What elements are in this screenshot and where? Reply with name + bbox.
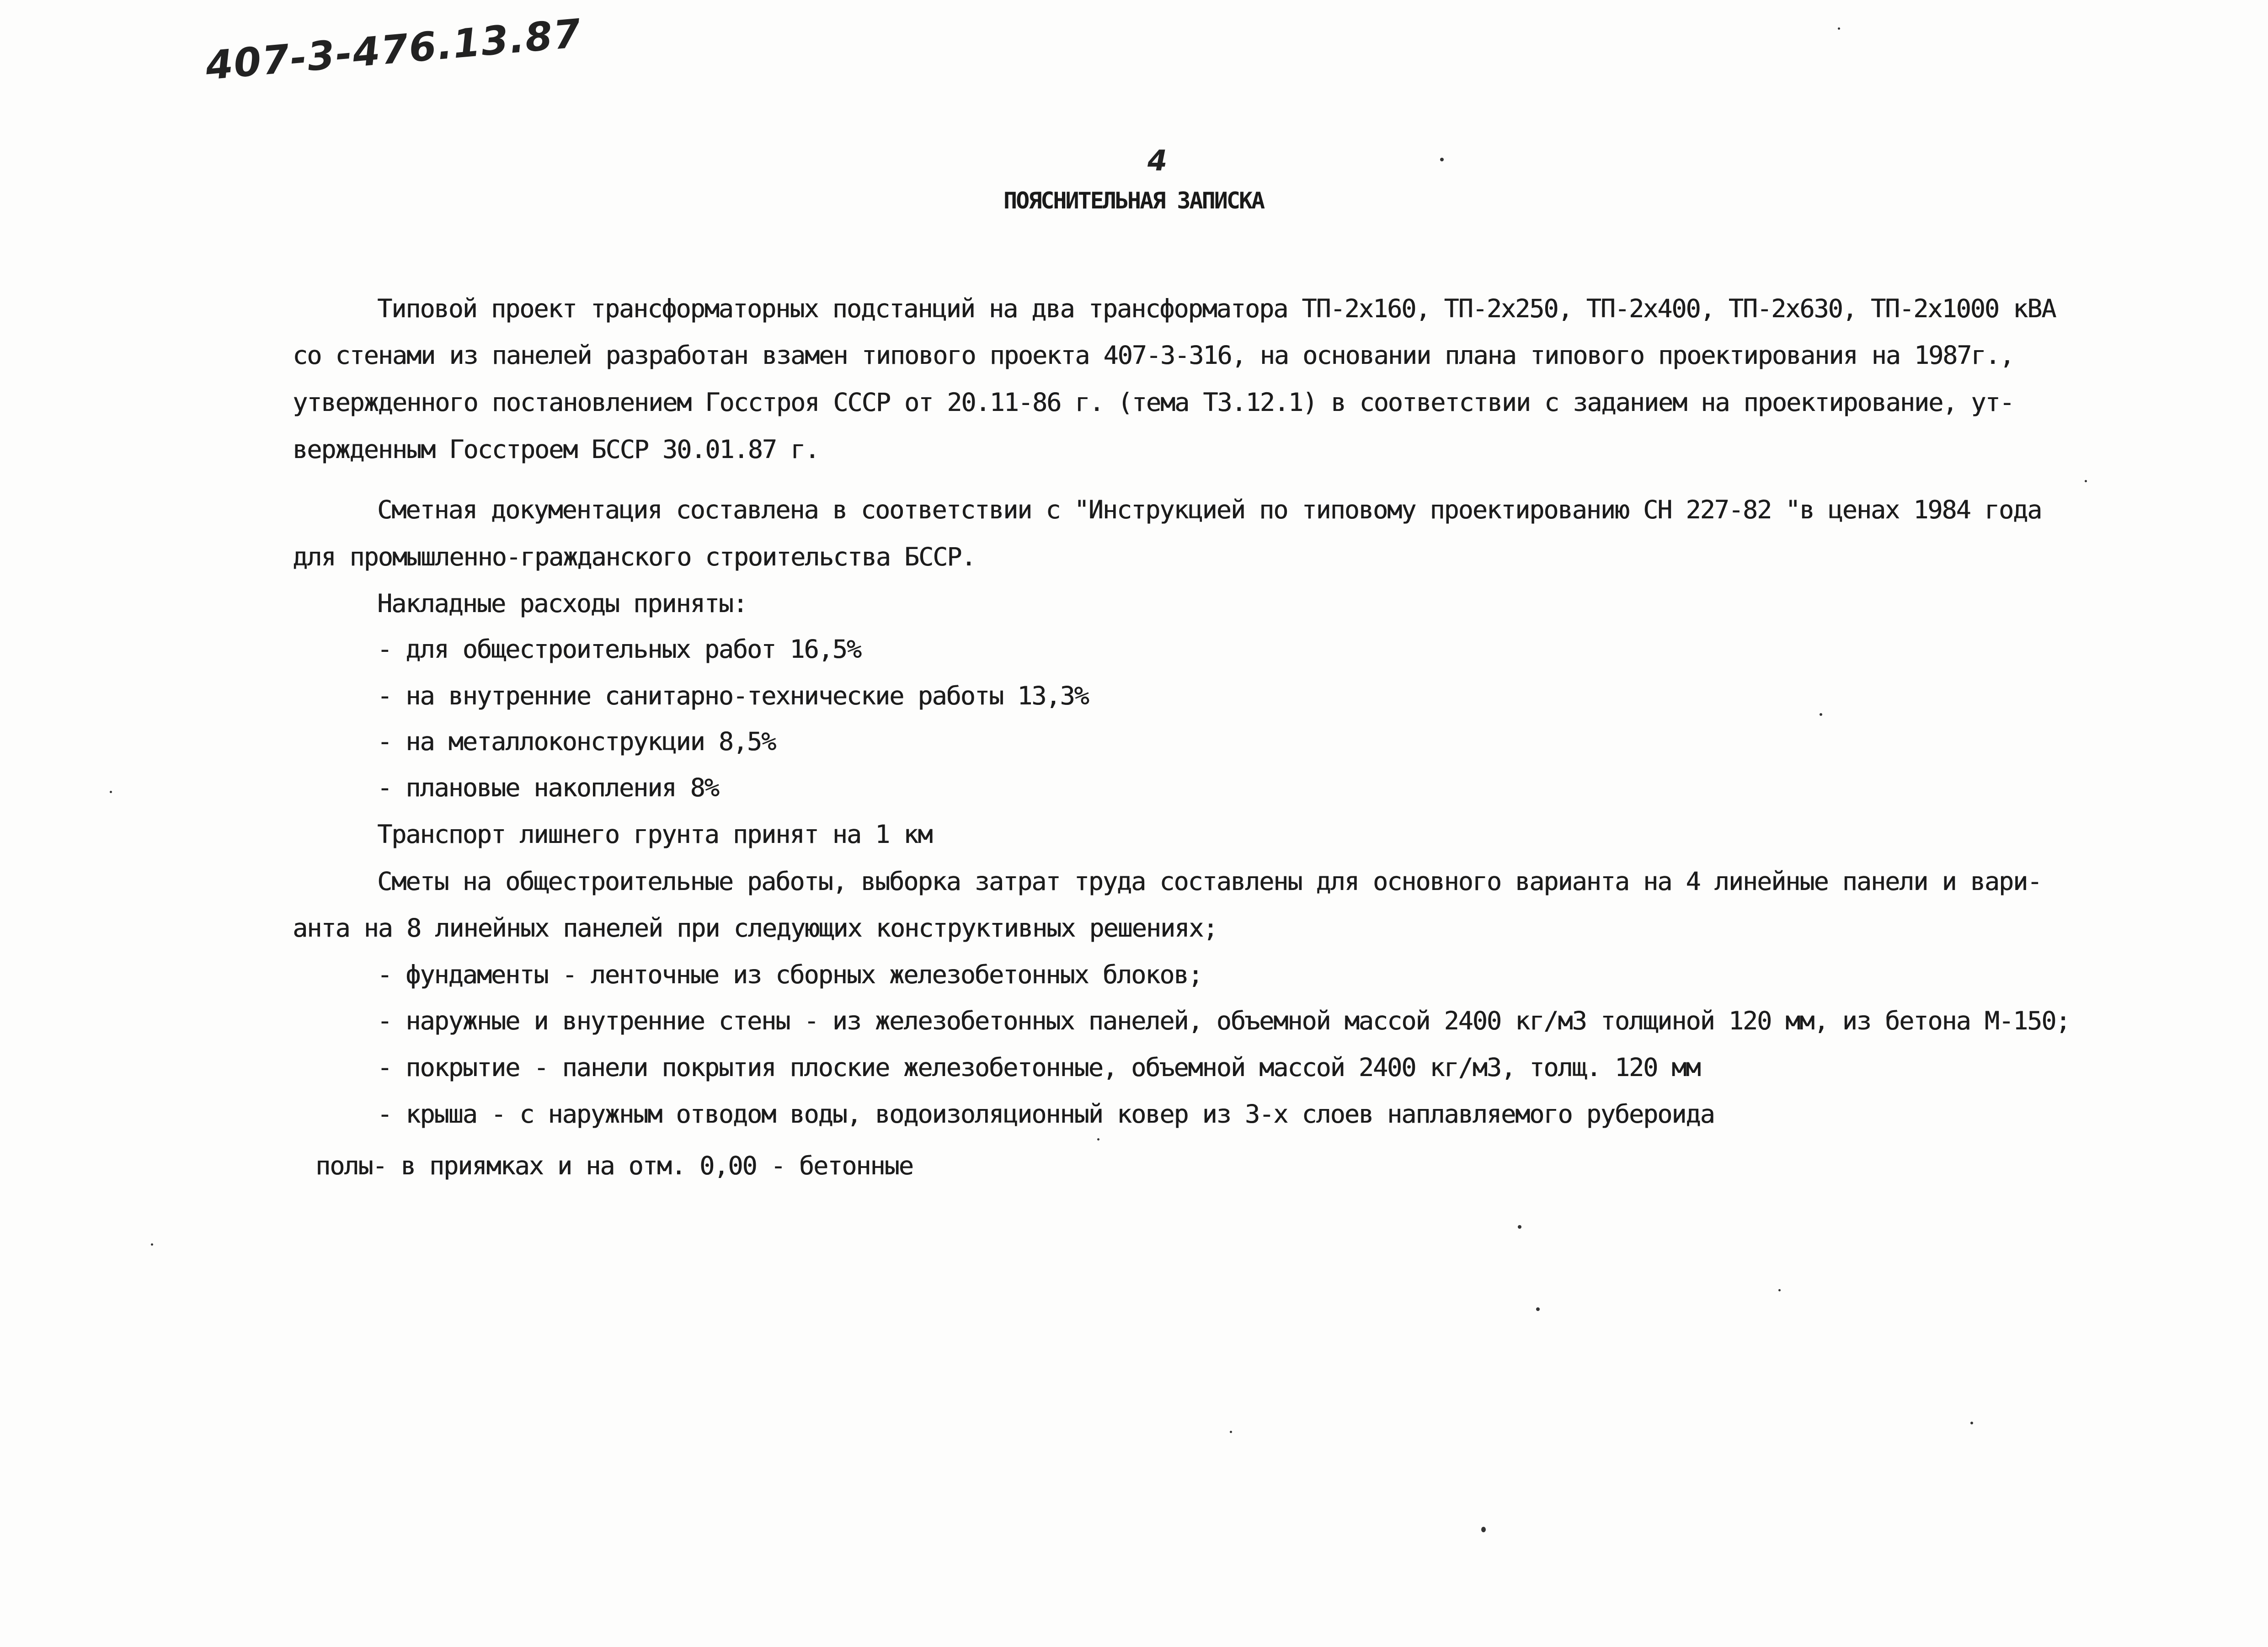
overheads-intro: Накладные расходы приняты: xyxy=(377,589,747,618)
paragraph1-line-1: Типовой проект трансформаторных подстанций на два трансформатора ТП-2х160, ТП-2х250, ТП-2х400, ТП-2х630, ТП-2х1000 кВА xyxy=(377,294,2056,323)
scan-speck xyxy=(1536,1307,1540,1311)
page-number: 4 xyxy=(1147,144,1168,177)
solution-floors: полы- в приямках и на отм. 0,00 - бетонные xyxy=(315,1151,913,1180)
paragraph1-line-2: со стенами из панелей разработан взамен типового проекта 407-3-316, на основании плана типового проектирования на 1987г., xyxy=(293,341,2014,370)
overhead-item-general: - для общестроительных работ 16,5% xyxy=(377,634,861,664)
estimates-line-1: Сметы на общестроительные работы, выборка затрат труда составлены для основного варианта на 4 линейные панели и вари- xyxy=(377,867,2042,896)
scan-speck xyxy=(1440,158,1444,161)
scan-speck xyxy=(1518,1225,1521,1229)
paragraph1-line-4: вержденным Госстроем БССР 30.01.87 г. xyxy=(293,435,819,464)
document-code-handwritten: 407-3-476.13.87 xyxy=(203,11,584,89)
solution-walls: - наружные и внутренние стены - из железобетонных панелей, объемной массой 2400 кг/м3 толщиной 120 мм, из бетона М-150; xyxy=(377,1006,2070,1035)
overhead-item-planned: - плановые накопления 8% xyxy=(377,773,719,802)
scan-speck xyxy=(151,1243,153,1246)
scan-speck xyxy=(1097,1138,1099,1141)
scan-speck xyxy=(2085,480,2087,482)
estimates-line-2: анта на 8 линейных панелей при следующих конструктивных решениях; xyxy=(293,913,1217,943)
paragraph2-line-1: Сметная документация составлена в соответствии с "Инструкцией по типовому проектированию СН 227-82 "в ценах 1984 года xyxy=(377,495,2042,524)
paragraph2-line-2: для промышленно-гражданского строительства БССР. xyxy=(293,542,976,571)
scan-speck xyxy=(1820,713,1822,716)
overhead-item-metal: - на металлоконструкции 8,5% xyxy=(377,727,776,756)
solution-covering: - покрытие - панели покрытия плоские железобетонные, объемной массой 2400 кг/м3, толщ. 120 мм xyxy=(377,1053,1700,1082)
page-title: ПОЯСНИТЕЛЬНАЯ ЗАПИСКА xyxy=(1003,187,1264,214)
solution-foundations: - фундаменты - ленточные из сборных железобетонных блоков; xyxy=(377,960,1202,989)
scan-speck xyxy=(1970,1422,1973,1424)
scan-speck xyxy=(110,791,112,793)
scan-speck xyxy=(1838,27,1840,30)
transport-note: Транспорт лишнего грунта принят на 1 км xyxy=(377,820,932,849)
paragraph1-line-3: утвержденного постановлением Госстроя СССР от 20.11-86 г. (тема Т3.12.1) в соответствии с заданием на проектирование, ут- xyxy=(293,388,2014,417)
scan-speck xyxy=(1481,1527,1486,1532)
overhead-item-sanitary: - на внутренние санитарно-технические работы 13,3% xyxy=(377,681,1089,710)
scan-speck xyxy=(1778,1289,1781,1291)
solution-roof: - крыша - с наружным отводом воды, водоизоляционный ковер из 3-х слоев наплавляемого рубероида xyxy=(377,1099,1714,1129)
scan-speck xyxy=(1230,1431,1232,1433)
